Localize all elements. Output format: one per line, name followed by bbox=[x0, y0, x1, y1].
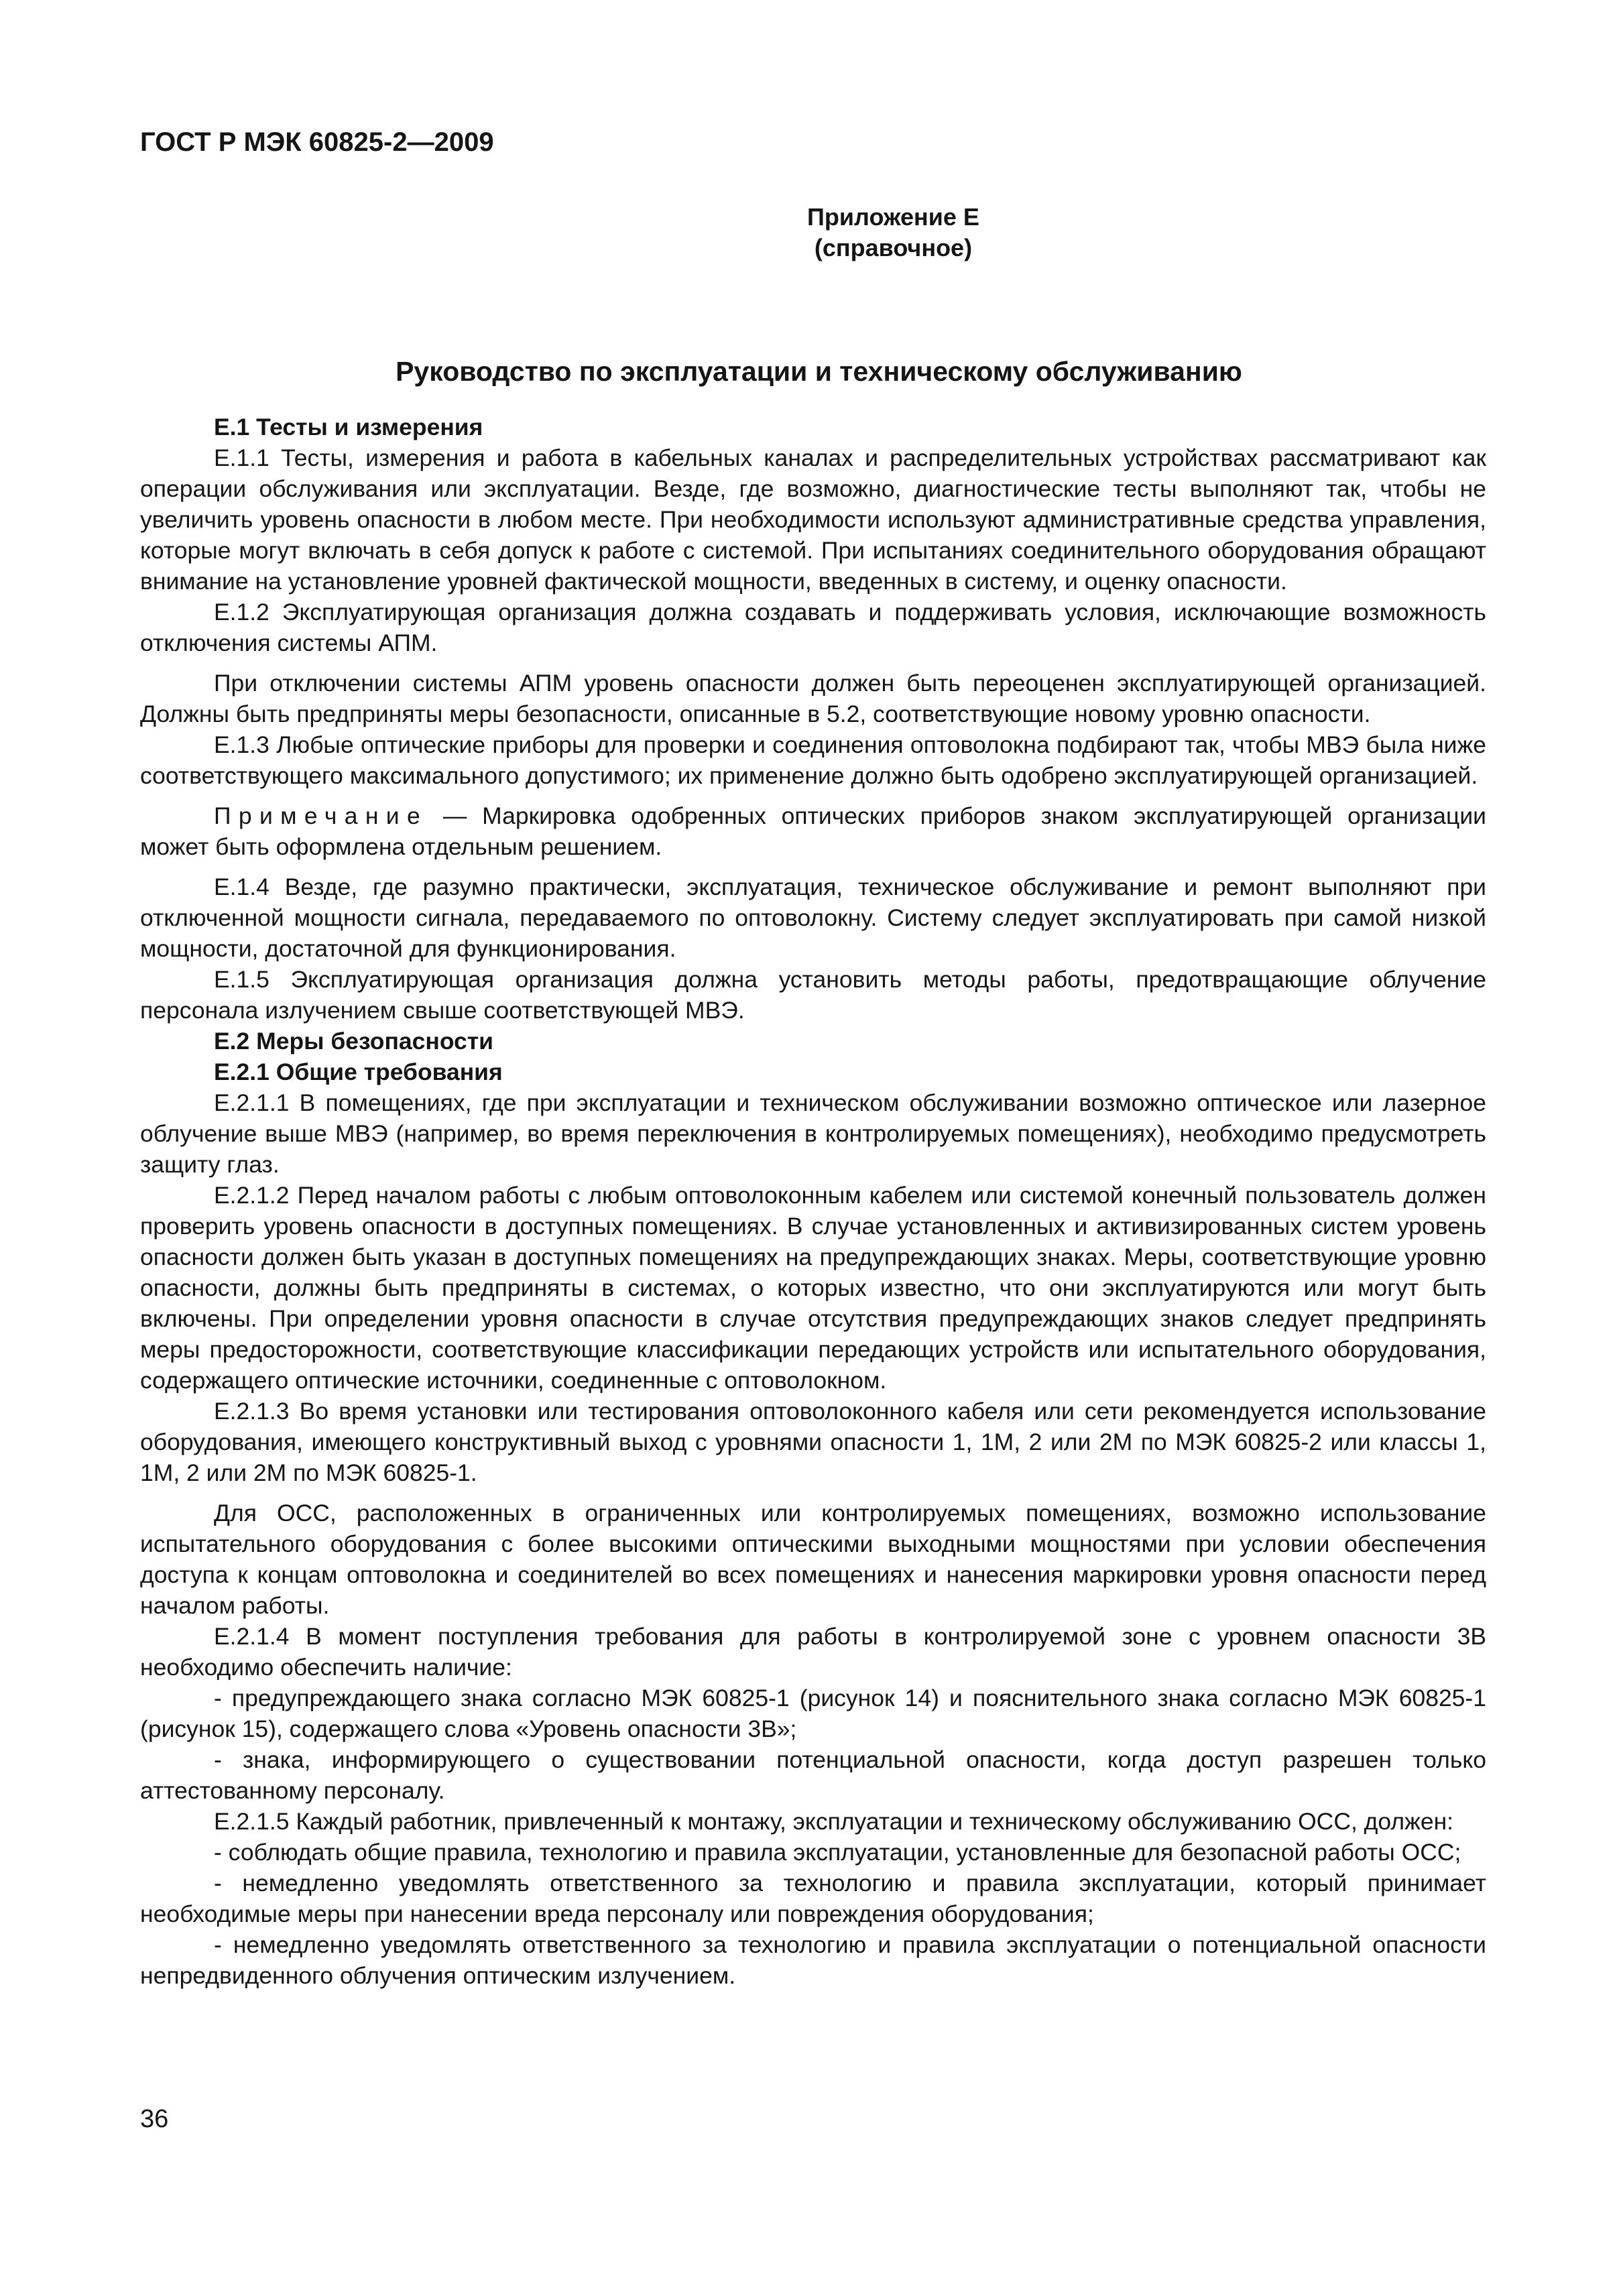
paragraph-e1-1: Е.1.1 Тесты, измерения и работа в кабельных каналах и распределительных устройствах рассматривают как операции обслуживания или эксплуатации. Везде, где возможно, диагностические тесты выполняют так, чтобы не увеличить уровень опасности в любом месте. При необходимости используют административные средства управления, которые могут включать в себя допуск к работе с системой. При испытаниях соединительного оборудования обращают внимание на установление уровней фактической мощности, введенных в систему, и оценку опасности. bbox=[140, 444, 1486, 595]
note-text: — Маркировка одобренных оптических приборов знаком эксплуатирующей организации может быть оформлена отдельным решением. bbox=[140, 802, 1486, 860]
list-item-info-sign: - знака, информирующего о существовании потенциальной опасности, когда доступ разрешен только аттестованному персоналу. bbox=[140, 1746, 1486, 1804]
note bbox=[140, 800, 1486, 862]
appendix-status: (справочное) bbox=[814, 234, 973, 261]
paragraph-e1-5: Е.1.5 Эксплуатирующая организация должна установить методы работы, предотвращающие облучение персонала излучением свыше соответствующей МВЭ. bbox=[140, 966, 1486, 1024]
paragraph-e1-2-cont: При отключении системы АПМ уровень опасности должен быть переоценен эксплуатирующей организацией. Должны быть предприняты меры безопасности, описанные в 5.2, соответствующие новому уровню опасности. bbox=[140, 670, 1486, 727]
paragraph-e2-1-2: Е.2.1.2 Перед началом работы с любым оптоволоконным кабелем или системой конечный пользователь должен проверить уровень опасности в доступных помещениях. В случае установленных и активизированных систем уровень опасности должен быть указан в доступных помещениях на предупреждающих знаках. Меры, соответствующие уровню опасности, должны быть предприняты в системах, о которых известно, что они эксплуатируются или могут быть включены. При определении уровня опасности в случае отсутствия предупреждающих знаков следует предпринять меры предосторожности, соответствующие классификации передающих устройств или испытательного оборудования, содержащего оптические источники, соединенные с оптоволокном. bbox=[140, 1182, 1486, 1394]
paragraph-e2-1-4: Е.2.1.4 В момент поступления требования для работы в контролируемой зоне с уровнем опасности 3В необходимо обеспечить наличие: bbox=[140, 1623, 1486, 1681]
appendix-title: Руководство по эксплуатации и техническому обслуживанию bbox=[396, 356, 1242, 387]
paragraph-e2-1-1: Е.2.1.1 В помещениях, где при эксплуатации и техническом обслуживании возможно оптическое или лазерное облучение выше МВЭ (например, во время переключения в контролируемых помещениях), необходимо предусмотреть защиту глаз. bbox=[140, 1089, 1486, 1178]
paragraph-e2-1-5: Е.2.1.5 Каждый работник, привлеченный к монтажу, эксплуатации и техническому обслуживанию ОСС, должен: bbox=[214, 1808, 1454, 1835]
paragraph-e2-1-3-cont: Для ОСС, расположенных в ограниченных или контролируемых помещениях, возможно использование испытательного оборудования с более высокими оптическими выходными мощностями при условии обеспечения доступа к концам оптоволокна и соединителей во всех помещениях и нанесения маркировки уровня опасности перед началом работы. bbox=[140, 1500, 1486, 1619]
paragraph-e2-1-3: Е.2.1.3 Во время установки или тестирования оптоволоконного кабеля или сети рекомендуется использование оборудования, имеющего конструктивный выход с уровнями опасности 1, 1М, 2 или 2М по МЭК 60825-2 или классы 1, 1М, 2 или 2М по МЭК 60825-1. bbox=[140, 1398, 1486, 1486]
subsection-heading-e2-1: Е.2.1 Общие требования bbox=[214, 1059, 503, 1085]
list-item-warning-sign: - предупреждающего знака согласно МЭК 60825-1 (рисунок 14) и пояснительного знака согласно МЭК 60825-1 (рисунок 15), содержащего слова «Уровень опасности 3В»; bbox=[140, 1685, 1486, 1742]
list-item-notify-harm: - немедленно уведомлять ответственного за технологию и правила эксплуатации, который принимает необходимые меры при нанесении вреда персоналу или повреждения оборудования; bbox=[140, 1870, 1486, 1927]
note-label: Примечание bbox=[214, 802, 428, 829]
list-item-follow-rules: - соблюдать общие правила, технологию и правила эксплуатации, установленные для безопасной работы ОСС; bbox=[214, 1839, 1461, 1866]
section-heading-e1: Е.1 Тесты и измерения bbox=[214, 414, 483, 440]
paragraph-e1-4: Е.1.4 Везде, где разумно практически, эксплуатация, техническое обслуживание и ремонт выполняют при отключенной мощности сигнала, передаваемого по оптоволокну. Систему следует эксплуатировать при самой низкой мощности, достаточной для функционирования. bbox=[140, 873, 1486, 962]
paragraph-e1-3: Е.1.3 Любые оптические приборы для проверки и соединения оптоволокна подбирают так, чтобы МВЭ была ниже соответствующего максимального допустимого; их применение должно быть одобрено эксплуатирующей организацией. bbox=[140, 731, 1486, 789]
document-body bbox=[140, 412, 1486, 1991]
section-heading-e2: Е.2 Меры безопасности bbox=[214, 1028, 493, 1054]
standard-header: ГОСТ Р МЭК 60825-2—2009 bbox=[140, 127, 494, 157]
list-item-notify-hazard: - немедленно уведомлять ответственного за технологию и правила эксплуатации о потенциальной опасности непредвиденного облучения оптическим излучением. bbox=[140, 1931, 1486, 1989]
paragraph-e1-2: Е.1.2 Эксплуатирующая организация должна создавать и поддерживать условия, исключающие возможность отключения системы АПМ. bbox=[140, 599, 1486, 656]
appendix-label: Приложение Е bbox=[807, 203, 979, 231]
page-number: 36 bbox=[140, 2105, 169, 2133]
